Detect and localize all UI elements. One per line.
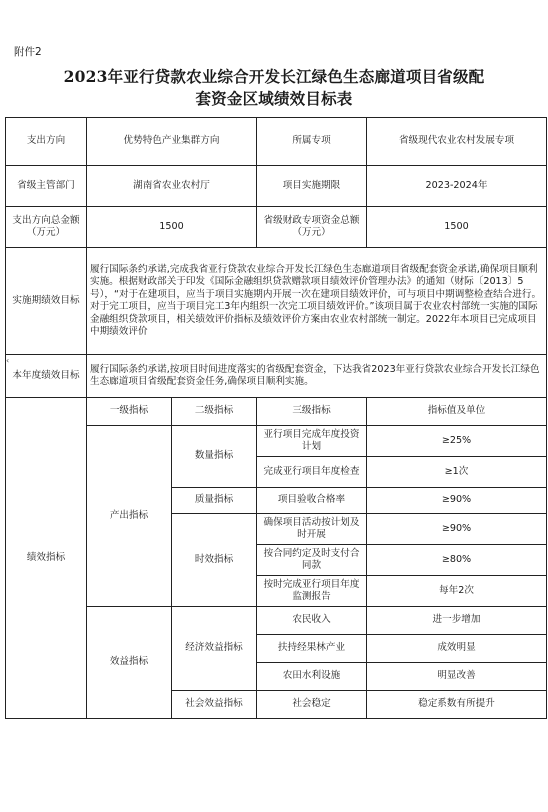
quality-indicator-label: 质量指标 bbox=[172, 488, 257, 514]
page-title bbox=[0, 66, 548, 110]
row-direction bbox=[6, 118, 547, 166]
indicator-value: ≥90% bbox=[367, 514, 547, 545]
header-level1: 一级指标 bbox=[87, 398, 172, 426]
indicator-name: 农田水利设施 bbox=[257, 663, 367, 691]
indicator-value: ≥1次 bbox=[367, 457, 547, 488]
total-amount-label: 支出方向总金额（万元） bbox=[6, 207, 87, 248]
indicator-value: 进一步增加 bbox=[367, 607, 547, 635]
indicator-value: 稳定系数有所提升 bbox=[367, 691, 547, 719]
indicator-row bbox=[6, 426, 547, 457]
indicator-name: 确保项目活动按计划及时开展 bbox=[257, 514, 367, 545]
provincial-amount-label: 省级财政专项资金总额（万元） bbox=[257, 207, 367, 248]
time-indicator-label: 时效指标 bbox=[172, 514, 257, 607]
annual-target-label: 本年度绩效目标 bbox=[6, 355, 87, 398]
quantity-indicator-label: 数量指标 bbox=[172, 426, 257, 488]
indicator-value: ≥25% bbox=[367, 426, 547, 457]
header-value: 指标值及单位 bbox=[367, 398, 547, 426]
period-value: 2023-2024年 bbox=[367, 166, 547, 207]
title-line-1: 2023年亚行贷款农业综合开发长江绿色生态廊道项目省级配 bbox=[63, 67, 485, 86]
indicator-name: 按时完成亚行项目年度监测报告 bbox=[257, 576, 367, 607]
indicator-value: 明显改善 bbox=[367, 663, 547, 691]
total-amount-value: 1500 bbox=[87, 207, 257, 248]
period-label: 项目实施期限 bbox=[257, 166, 367, 207]
indicator-name: 农民收入 bbox=[257, 607, 367, 635]
direction-value: 优势特色产业集群方向 bbox=[87, 118, 257, 166]
row-department bbox=[6, 166, 547, 207]
header-level3: 三级指标 bbox=[257, 398, 367, 426]
indicator-value: ≥90% bbox=[367, 488, 547, 514]
indicator-header-row bbox=[6, 398, 547, 426]
indicator-row bbox=[6, 607, 547, 635]
row-implementation-target bbox=[6, 248, 547, 355]
annual-target-text: 履行国际条约承诺,按项目时间进度落实的省级配套资金，下达我省2023年亚行贷款农业综合开发长江绿色生态廊道项目省级配套资金任务,确保项目顺利实施。 bbox=[87, 355, 547, 398]
title-line-2: 套资金区域绩效目标表 bbox=[195, 89, 353, 108]
margin-mark: ‹ bbox=[6, 356, 10, 365]
indicator-name: 社会稳定 bbox=[257, 691, 367, 719]
output-indicator-label: 产出指标 bbox=[87, 426, 172, 607]
indicators-section-label: 绩效指标 bbox=[6, 398, 87, 719]
indicator-name: 扶持经果林产业 bbox=[257, 635, 367, 663]
economic-indicator-label: 经济效益指标 bbox=[172, 607, 257, 691]
indicator-name: 完成亚行项目年度检查 bbox=[257, 457, 367, 488]
direction-label: 支出方向 bbox=[6, 118, 87, 166]
dept-label: 省级主管部门 bbox=[6, 166, 87, 207]
indicator-name: 按合同约定及时支付合同款 bbox=[257, 545, 367, 576]
indicator-value: ≥80% bbox=[367, 545, 547, 576]
project-label: 所属专项 bbox=[257, 118, 367, 166]
row-annual-target bbox=[6, 355, 547, 398]
annex-label: 附件2 bbox=[14, 46, 42, 58]
dept-value: 湖南省农业农村厅 bbox=[87, 166, 257, 207]
implementation-target-label: 实施期绩效目标 bbox=[6, 248, 87, 355]
social-indicator-label: 社会效益指标 bbox=[172, 691, 257, 719]
benefit-indicator-label: 效益指标 bbox=[87, 607, 172, 719]
header-level2: 二级指标 bbox=[172, 398, 257, 426]
indicator-value: 成效明显 bbox=[367, 635, 547, 663]
row-amount bbox=[6, 207, 547, 248]
indicator-name: 亚行项目完成年度投资计划 bbox=[257, 426, 367, 457]
provincial-amount-value: 1500 bbox=[367, 207, 547, 248]
indicator-value: 每年2次 bbox=[367, 576, 547, 607]
project-value: 省级现代农业农村发展专项 bbox=[367, 118, 547, 166]
performance-target-table bbox=[5, 117, 547, 719]
indicator-name: 项目验收合格率 bbox=[257, 488, 367, 514]
implementation-target-text: 履行国际条约承诺,完成我省亚行贷款农业综合开发长江绿色生态廊道项目省级配套资金承诺,确保项目顺利实施。根据财政部关于印发《国际金融组织贷款赠款项目绩效评价管理办法》的通知（财际〔2013〕5号），“对于在建项目，应当于项目实施期内开展一次在建项目绩效评价，可与项目中期调整检查结合进行。对于完工项目，应当于项目完工3年内组织一次完工项目绩效评价。”该项目属于农业农村部统一实施的国际金融组织贷款项目，相关绩效评价指标及绩效评价方案由农业农村部统一制定。2022年本项目已完成项目中期绩效评价 bbox=[87, 248, 547, 355]
